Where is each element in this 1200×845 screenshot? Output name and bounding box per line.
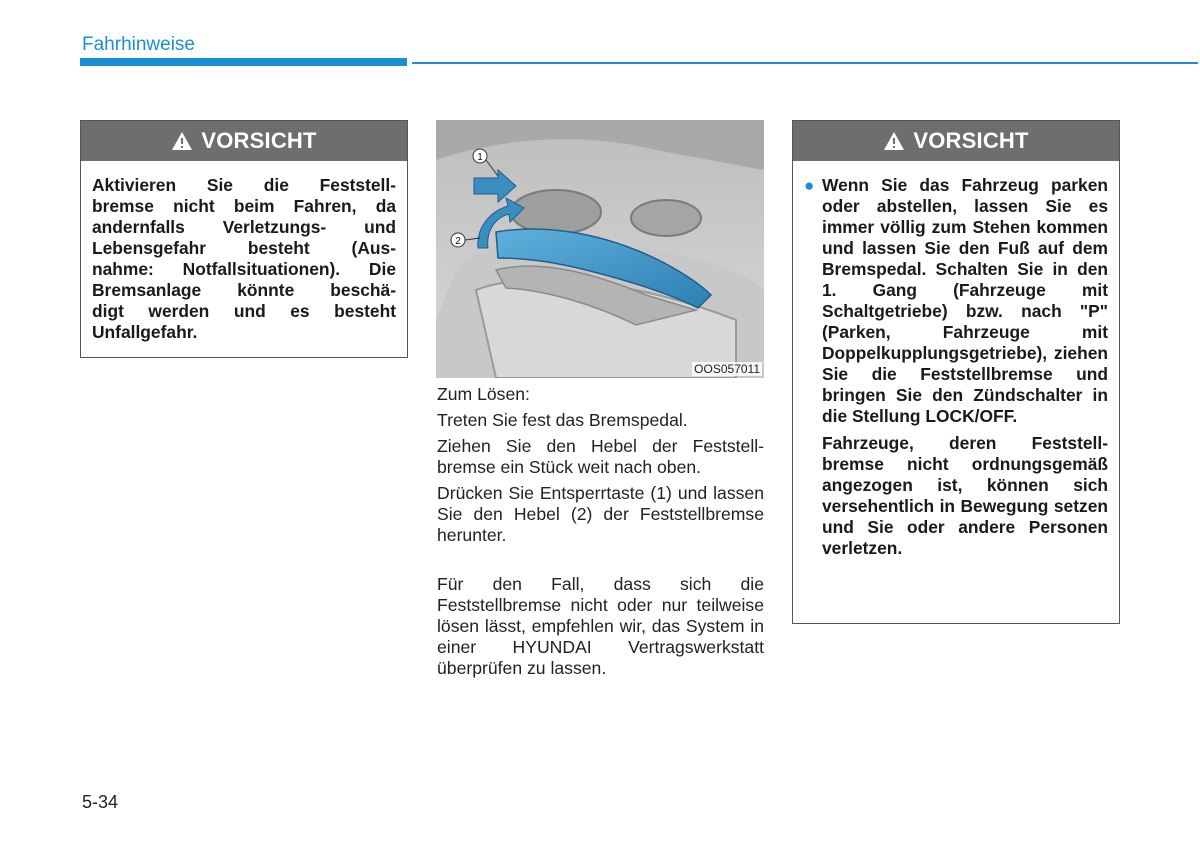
instruction-step: Treten Sie fest das Bremspedal. xyxy=(437,410,688,430)
figure-code: OOS057011 xyxy=(694,362,760,376)
header-accent-bar xyxy=(80,58,407,66)
caution-line: nahme: Notfallsituationen). Die xyxy=(92,259,396,279)
caution-paragraph: Fahrzeuge, deren Feststell-bremse nicht ordnungsgemäß angezogen ist, können sich versehentlich in Bewegung setzen und Sie oder andere Personen verletzen. xyxy=(822,433,1108,558)
instruction-step: Drücken Sie Entsperrtaste (1) und lassen Sie den Hebel (2) der Feststellbremse herunter. xyxy=(437,483,764,545)
caution-bullet xyxy=(804,175,1108,427)
caution-box-right xyxy=(792,120,1120,624)
caution-bullet-text: Wenn Sie das Fahrzeug parken oder abstellen, lassen Sie es immer völlig zum Stehen kommen und lassen Sie den Fuß auf dem Bremspedal. Schalten Sie in den 1. Gang (Fahrzeuge mit Schaltgetriebe) bzw. nach "P" (Parken, Fahrzeuge mit Doppelkupplungsgetriebe), ziehen Sie die Feststellbremse und bringen Sie den Zündschalter in die Stellung LOCK/OFF. xyxy=(822,175,1108,426)
caution-title: VORSICHT xyxy=(201,128,317,153)
caution-header xyxy=(81,121,407,161)
caution-line: bremse nicht beim Fahren, da xyxy=(92,196,396,216)
warning-triangle-icon xyxy=(171,131,193,151)
instruction-step: Ziehen Sie den Hebel der Feststell-bremse ein Stück weit nach oben. xyxy=(437,436,764,477)
callout-2-label: 2 xyxy=(455,236,461,247)
warning-triangle-icon xyxy=(883,131,905,151)
caution-line: Lebensgefahr besteht (Aus- xyxy=(92,238,396,258)
caution-title: VORSICHT xyxy=(913,128,1029,153)
caution-line: Aktivieren Sie die Feststell- xyxy=(92,175,396,195)
page-number: 5-34 xyxy=(82,792,119,812)
instruction-note: Für den Fall, dass sich die Feststellbremse nicht oder nur teilweise lösen lässt, empfehlen wir, das System in einer HYUNDAI Vertragswerkstatt überprüfen zu lassen. xyxy=(437,574,764,678)
callout-1-label: 1 xyxy=(477,152,483,163)
header-rule xyxy=(412,62,1198,64)
caution-line: andernfalls Verletzungs- und xyxy=(92,217,396,237)
instructions-heading: Zum Lösen: xyxy=(437,384,530,404)
section-title: Fahrhinweise xyxy=(82,34,195,55)
caution-line: Bremsanlage könnte beschä- xyxy=(92,280,396,300)
caution-header xyxy=(793,121,1119,161)
caution-text xyxy=(81,161,407,357)
instructions xyxy=(437,384,764,684)
caution-text xyxy=(793,161,1119,573)
caution-box-left xyxy=(80,120,408,358)
caution-line: Unfallgefahr. xyxy=(92,322,198,342)
parking-brake-illustration xyxy=(436,120,764,378)
parking-brake-drawing xyxy=(436,120,764,378)
bullet-dot-icon: ● xyxy=(804,176,815,195)
caution-line: digt werden und es besteht xyxy=(92,301,396,321)
